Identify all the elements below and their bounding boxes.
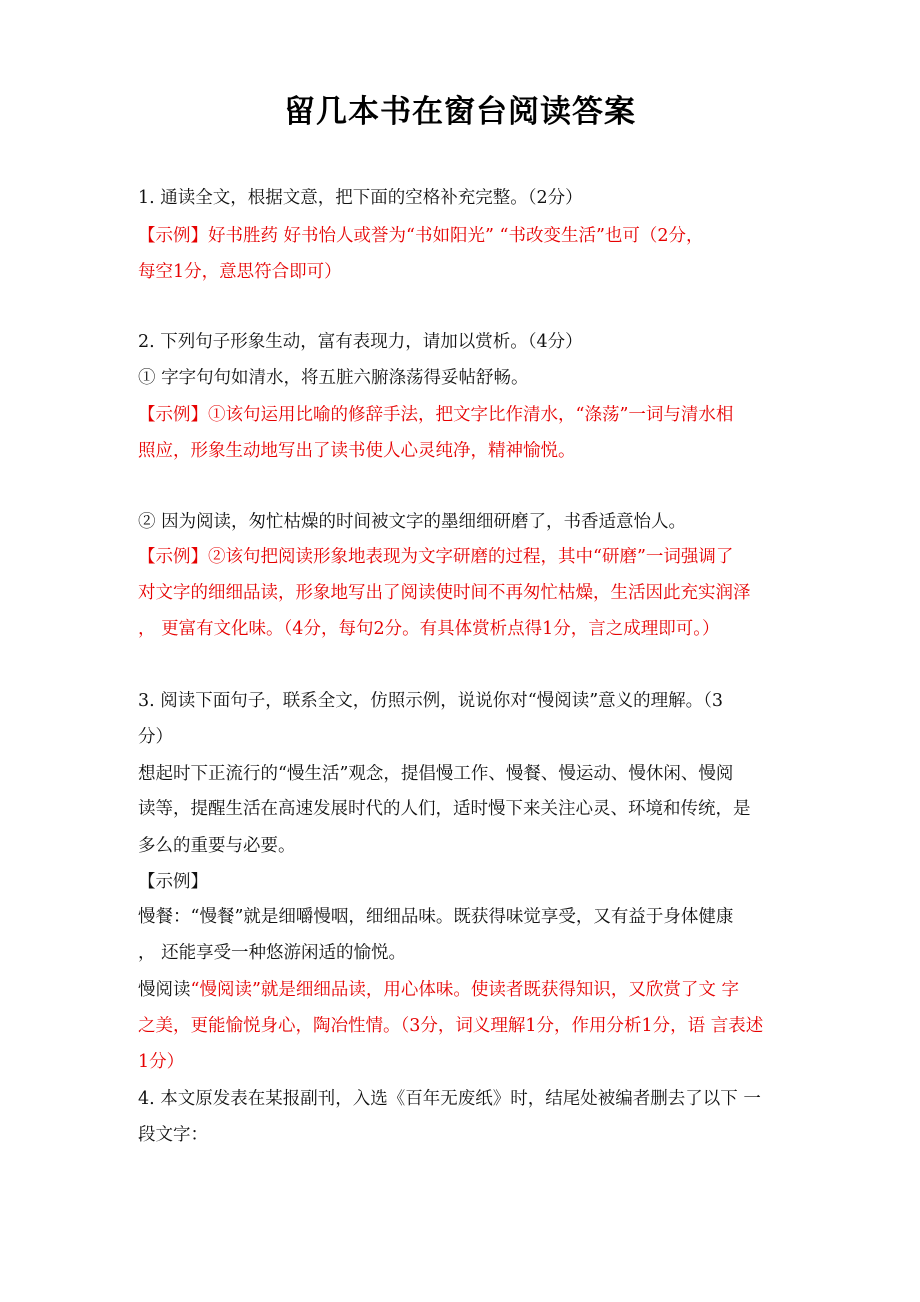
q3-example-line-1: 慢餐：“慢餐”就是细嚼慢咽，细细品味。既获得味觉享受，又有益于身体健康	[138, 907, 734, 927]
q3-answer-line-1	[138, 978, 739, 1002]
q3-answer-prefix: 慢阅读	[138, 980, 191, 1000]
q4-question-line-2: 段文字：	[138, 1125, 208, 1145]
q3-question-line-2: 分）	[138, 727, 173, 747]
page-title: 留几本书在窗台阅读答案	[284, 94, 636, 130]
q3-question-line-1: 3. 阅读下面句子，联系全文，仿照示例，说说你对“慢阅读”意义的理解。（3	[138, 691, 724, 711]
q4-question-line-1: 4. 本文原发表在某报副刊，入选《百年无废纸》时，结尾处被编者删去了以下 一	[138, 1089, 761, 1109]
q3-answer-line-3: 1分）	[138, 1052, 185, 1072]
q3-answer-text: “慢阅读”就是细细品读，用心体味。使读者既获得知识，又欣赏了文 字	[190, 980, 739, 1000]
q3-passage-line-1: 想起时下正流行的“慢生活”观念，提倡慢工作、慢餐、慢运动、慢休闲、慢阅	[138, 764, 734, 784]
q2-answer-2-line-1: 【示例】②该句把阅读形象地表现为文字研磨的过程，其中“研磨”一词强调了	[138, 547, 734, 567]
q3-example-label: 【示例】	[138, 872, 208, 892]
q2-answer-2-line-2: 对文字的细细品读，形象地写出了阅读使时间不再匆忙枯燥，生活因此充实润泽	[138, 583, 751, 603]
q2-answer-1-line-2: 照应，形象生动地写出了读书使人心灵纯净，精神愉悦。	[138, 441, 576, 461]
q3-passage-line-2: 读等，提醒生活在高速发展时代的人们，适时慢下来关注心灵、环境和传统，是	[138, 799, 751, 819]
q2-answer-2-line-3: ， 更富有文化味。（4分，每句2分。有具体赏析点得1分，言之成理即可。）	[138, 619, 720, 639]
q1-question: 1. 通读全文，根据文意，把下面的空格补充完整。（2分）	[138, 188, 583, 208]
q2-question: 2. 下列句子形象生动，富有表现力，请加以赏析。（4分）	[138, 332, 583, 352]
q3-passage-line-3: 多么的重要与必要。	[138, 836, 296, 856]
q2-answer-1-line-1: 【示例】①该句运用比喻的修辞手法，把文字比作清水，“涤荡”一词与清水相	[138, 405, 734, 425]
q1-answer-line-2: 每空1分，意思符合即可）	[138, 262, 342, 282]
q3-answer-line-2: 之美，更能愉悦身心，陶冶性情。（3分，词义理解1分，作用分析1分，语 言表述	[138, 1016, 764, 1036]
q3-example-line-2: ， 还能享受一种悠游闲适的愉悦。	[138, 943, 407, 963]
q1-answer-line-1: 【示例】好书胜药 好书怡人或誉为“书如阳光” “书改变生活”也可（2分，	[138, 226, 704, 246]
q2-sentence-1: ① 字字句句如清水，将五脏六腑涤荡得妥帖舒畅。	[138, 368, 529, 388]
q2-sentence-2: ② 因为阅读，匆忙枯燥的时间被文字的墨细细研磨了，书香适意怡人。	[138, 512, 687, 532]
